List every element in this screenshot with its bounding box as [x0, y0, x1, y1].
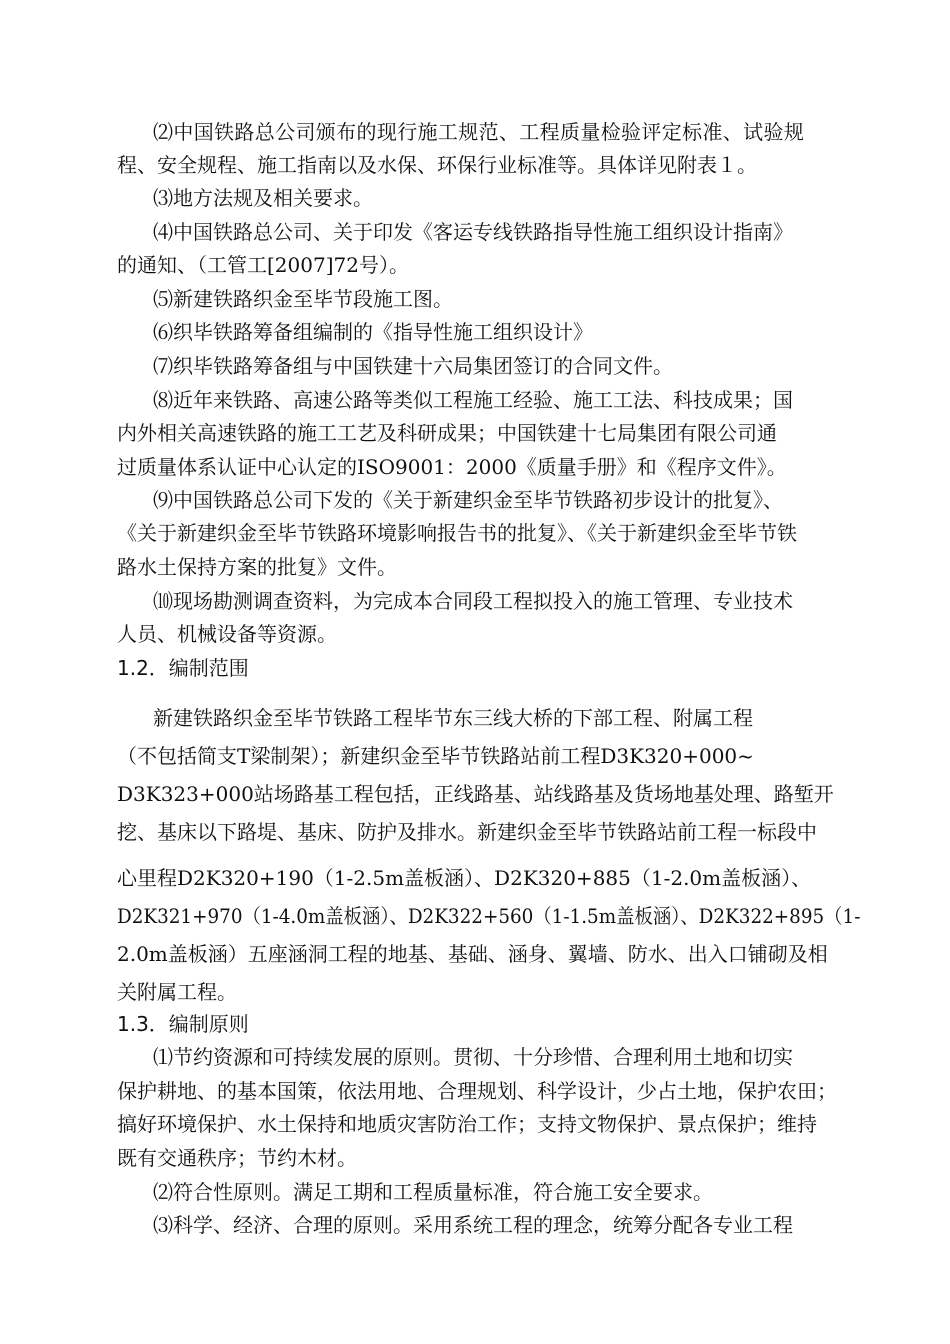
section-heading: 1.3．编制原则 — [117, 1012, 249, 1036]
text-line: 程、安全规程、施工指南以及水保、环保行业标准等。具体详见附表１。 — [117, 153, 757, 177]
text-line: ⑴节约资源和可持续发展的原则。贯彻、十分珍惜、合理利用土地和切实 — [153, 1045, 793, 1069]
text-line: D3K323+000站场路基工程包括，正线路基、站线路基及货场地基处理、路堑开 — [117, 782, 834, 806]
text-line: 《关于新建织金至毕节铁路环境影响报告书的批复》、《关于新建织金至毕节铁 — [117, 521, 797, 545]
text-line: 既有交通秩序；节约木材。 — [117, 1146, 357, 1170]
text-line: ⑸新建铁路织金至毕节段施工图。 — [153, 287, 453, 311]
text-line: 新建铁路织金至毕节铁路工程毕节东三线大桥的下部工程、附属工程 — [153, 706, 753, 730]
text-line: ⑹织毕铁路筹备组编制的《指导性施工组织设计》 — [153, 320, 593, 344]
text-line: 关附属工程。 — [117, 980, 237, 1004]
text-line: 内外相关高速铁路的施工工艺及科研成果；中国铁建十七局集团有限公司通 — [117, 421, 777, 445]
text-line: ⑵符合性原则。满足工期和工程质量标准，符合施工安全要求。 — [153, 1180, 713, 1204]
text-line: 搞好环境保护、水土保持和地质灾害防治工作；支持文物保护、景点保护；维持 — [117, 1112, 817, 1136]
text-line: 2.0m盖板涵）五座涵洞工程的地基、基础、涵身、翼墙、防水、出入口铺砌及相 — [117, 942, 828, 966]
text-line: D2K321+970（1-4.0m盖板涵）、D2K322+560（1-1.5m盖板涵）、D2K322+895（1- — [117, 904, 861, 928]
text-line: ⑵中国铁路总公司颁布的现行施工规范、工程质量检验评定标准、试验规 — [153, 120, 805, 144]
section-heading: 1.2．编制范围 — [117, 656, 249, 680]
text-line: 保护耕地、的基本国策，依法用地、合理规划、科学设计，少占土地，保护农田； — [117, 1079, 837, 1103]
text-line: ⑺织毕铁路筹备组与中国铁建十六局集团签订的合同文件。 — [153, 354, 673, 378]
text-line: ⑼中国铁路总公司下发的《关于新建织金至毕节铁路初步设计的批复》、 — [153, 488, 783, 512]
text-line: ⑻近年来铁路、高速公路等类似工程施工经验、施工工法、科技成果；国 — [153, 388, 793, 412]
text-line: 过质量体系认证中心认定的ISO9001：2000《质量手册》和《程序文件》。 — [117, 455, 787, 479]
text-line: 心里程D2K320+190（1-2.5m盖板涵）、D2K320+885（1-2.0m盖板涵）、 — [117, 866, 812, 890]
text-line: （不包括简支T梁制架）；新建织金至毕节铁路站前工程D3K320+000~ — [117, 744, 754, 768]
text-line: 路水土保持方案的批复》文件。 — [117, 555, 397, 579]
text-line: 挖、基床以下路堤、基床、防护及排水。新建织金至毕节铁路站前工程一标段中 — [117, 820, 817, 844]
text-line: 人员、机械设备等资源。 — [117, 622, 337, 646]
text-line: ⑽现场勘测调查资料，为完成本合同段工程拟投入的施工管理、专业技术 — [153, 589, 793, 613]
text-line: 的通知、（工管工[2007]72号）。 — [117, 253, 409, 277]
text-line: ⑷中国铁路总公司、关于印发《客运专线铁路指导性施工组织设计指南》 — [153, 220, 793, 244]
text-line: ⑶科学、经济、合理的原则。采用系统工程的理念，统筹分配各专业工程 — [153, 1213, 793, 1237]
text-line: ⑶地方法规及相关要求。 — [153, 186, 373, 210]
